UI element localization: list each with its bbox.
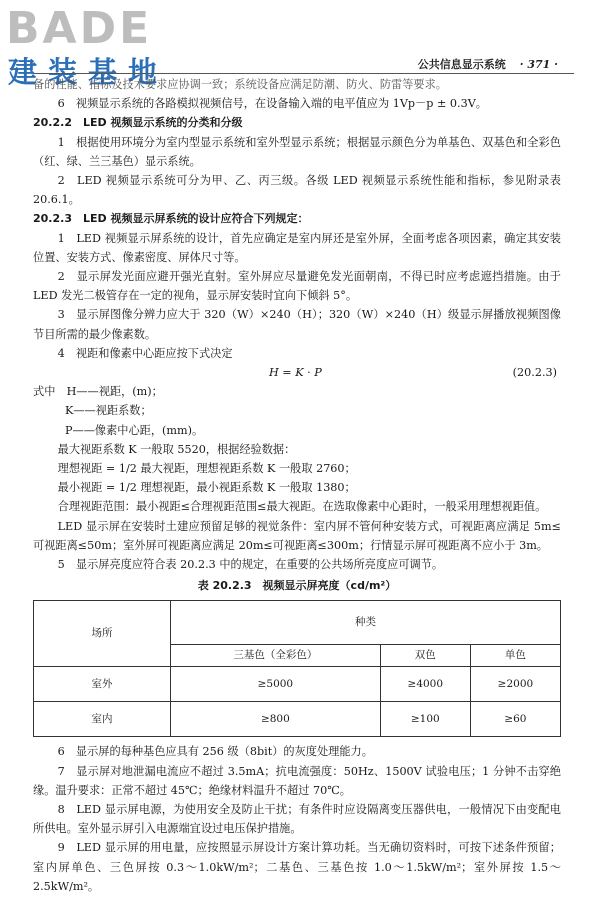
paragraph: 2 LED 视频显示系统可分为甲、乙、丙三级。各级 LED 视频显示系统性能和指标，参见附录表 20.6.1。 <box>33 174 561 207</box>
definition-h: H——视距，(m)； <box>66 385 163 399</box>
running-header <box>418 56 558 72</box>
symbol-definitions <box>33 382 561 440</box>
paragraph: 1 LED 视频显示屏系统的设计，首先应确定是室内屏还是室外屏，全面考虑各项因素，确定其安装位置、安装方式、像素密度、屏体尺寸等。 <box>33 231 561 264</box>
cell: ≥5000 <box>171 667 381 702</box>
paragraph: 2 显示屏发光面应避开强光直射。室外屏应尽量避免发光面朝南，不得已时应考虑遮挡措施。由于 LED 发光二极管存在一定的视角，显示屏安装时宜向下倾斜 5°。 <box>33 270 561 303</box>
logo-wordmark: BADE <box>6 3 153 54</box>
cell: ≥4000 <box>380 667 470 702</box>
col-header: 单色 <box>470 645 560 667</box>
paragraph: 3 显示屏图像分辨力应大于 320（W）×240（H）；320（W）×240（H）级显示屏播放视频图像节目所需的最少像素数。 <box>33 308 561 341</box>
cell: ≥60 <box>470 702 560 737</box>
table-row <box>34 702 561 737</box>
header-title: 公共信息显示系统 <box>417 58 506 71</box>
cell: ≥2000 <box>470 667 560 702</box>
text-line: 6 视频显示系统的各路模拟视频信号，在设备输入端的电平值应为 1Vp－p ± 0.3V。 <box>57 97 487 111</box>
formula <box>33 363 561 382</box>
header-rule <box>33 73 574 74</box>
paragraph: 理想视距 = 1/2 最大视距，理想视距系数 K 一般取 2760； <box>57 462 356 476</box>
brightness-table <box>33 600 561 737</box>
place-header: 场所 <box>34 601 171 667</box>
definition-k: K——视距系数； <box>65 404 152 418</box>
paragraph: LED 显示屏在安装时土建应预留足够的视觉条件：室内屏不管何种安装方式，可视距离应满足 5m≤可视距离≤50m；室外屏可视距离应满足 20m≤可视距离≤300m；行情显示屏可视距离不应小于 3m。 <box>33 519 561 552</box>
definition-p: P——像素中心距，(mm)。 <box>65 423 204 437</box>
paragraph: 6 显示屏的每种基色应具有 256 级（8bit）的灰度处理能力。 <box>57 745 373 759</box>
type-header: 种类 <box>171 601 561 645</box>
definition-row <box>33 382 561 401</box>
formula-number: (20.2.3) <box>512 366 557 380</box>
table-header-row <box>34 601 561 645</box>
cell: ≥100 <box>380 702 470 737</box>
col-header: 三基色（全彩色） <box>171 645 381 667</box>
row-place: 室内 <box>34 702 171 737</box>
row-place: 室外 <box>34 667 171 702</box>
paragraph: 9 LED 显示屏的用电量，应按照显示屏设计方案计算功耗。当无确切资料时，可按下述条件预留；室内屏单色、三色屏按 0.3～1.0kW/m²；二基色、三基色按 1.0～1.5kW/m²；室外屏按 1.5～2.5kW/m²。 <box>33 841 561 893</box>
section-heading-20-2-2: 20.2.2 LED 视频显示系统的分类和分级 <box>33 116 243 130</box>
paragraph: 4 视距和像素中心距应按下式决定 <box>57 346 233 360</box>
cell: ≥800 <box>171 702 381 737</box>
text-line: 备的性能、指标及技术要求应协调一致；系统设备应满足防潮、防火、防雷等要求。 <box>33 78 447 91</box>
paragraph: 最小视距 = 1/2 理想视距，最小视距系数 K 一般取 1380； <box>57 481 356 495</box>
logo-chinese-name: 建装基地 <box>8 55 169 89</box>
definition-lead: 式中 <box>33 385 56 399</box>
table-caption: 表 20.2.3 视频显示屏亮度（cd/m²） <box>197 579 397 593</box>
section-heading-20-2-3: 20.2.3 LED 视频显示屏系统的设计应符合下列规定： <box>33 212 309 226</box>
col-header: 双色 <box>380 645 470 667</box>
formula-expression: H = K · P <box>269 366 322 380</box>
paragraph: 1 根据使用环境分为室内型显示系统和室外型显示系统；根据显示颜色分为单基色、双基色和全彩色（红、绿、兰三基色）显示系统。 <box>33 135 561 168</box>
paragraph: 8 LED 显示屏电源，为使用安全及防止干扰；有条件时应设隔离变压器供电，一般情况下由变配电所供电。室外显示屏引入电源端宜设过电压保护措施。 <box>33 803 561 836</box>
page-body <box>33 75 561 896</box>
paragraph: 合理视距范围：最小视距≤合理视距范围≤最大视距。在选取像素中心距时，一般采用理想视距值。 <box>57 500 547 514</box>
paragraph: 7 显示屏对地泄漏电流应不超过 3.5mA；抗电流强度：50Hz、1500V 试验电压；1 分钟不击穿绝缘。温升要求：正常不超过 45℃；绝缘材料温升不超过 70℃。 <box>33 764 561 797</box>
paragraph: 最大视距系数 K 一般取 5520，根据经验数据： <box>57 442 296 456</box>
paragraph: 5 显示屏亮度应符合表 20.2.3 中的规定，在重要的公共场所亮度应可调节。 <box>57 558 444 572</box>
page-number: · 371 · <box>519 58 558 71</box>
table-row <box>34 667 561 702</box>
